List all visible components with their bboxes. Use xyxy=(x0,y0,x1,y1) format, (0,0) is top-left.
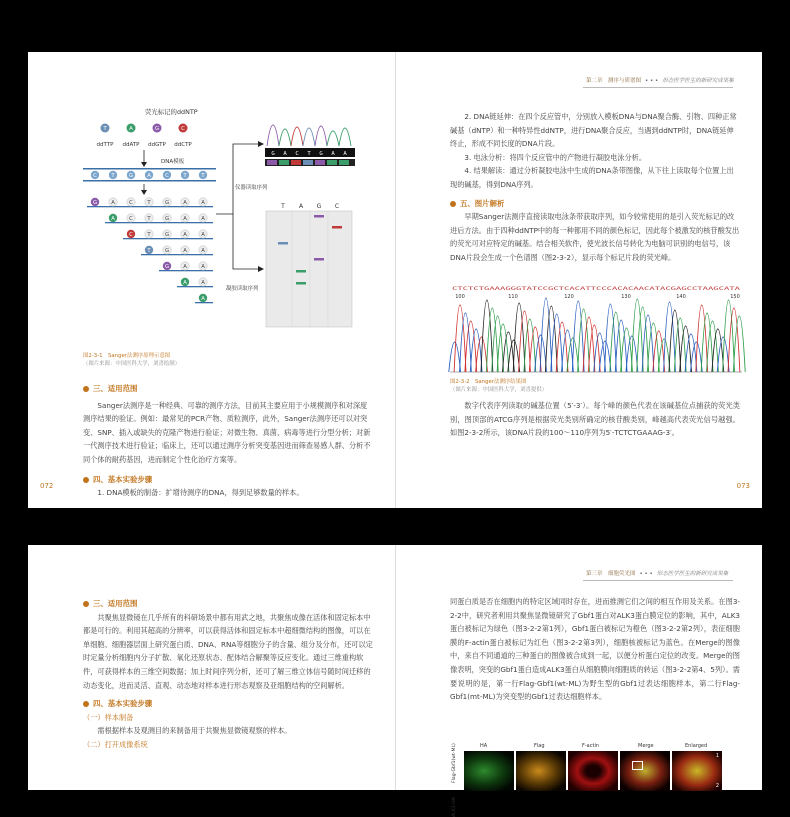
ddntp-name-4: ddCTP xyxy=(174,142,192,148)
svg-text:A: A xyxy=(201,200,205,206)
fragment-2 xyxy=(105,214,213,224)
step2-text: 2. DNA链延伸：在四个反应管中，分别放入模板DNA与DNA聚合酶、引物、四种正常碱基（dNTP）和一种特异性ddNTP，进行DNA聚合反应，当遇到ddNTP时，DNA链延伸终止，形成不同长度的DNA片段。 xyxy=(450,112,737,149)
book-spread-confocal xyxy=(28,545,762,817)
final-text: 数字代表序列读取的碱基位置（5′-3′）。每个峰的颜色代表在该碱基位点捕获的荧光类别，图顶部的ATCG序列是根据荧光类别所确定的核苷酸类别，峰越高代表荧光信号越强。如图2-3-2所示，该DNA片段的100～110序列为5′-TCTCTGAAAG-3′。 xyxy=(450,401,740,438)
fragment-6 xyxy=(177,278,213,288)
template-strand xyxy=(91,171,207,179)
svg-text:T: T xyxy=(111,173,115,179)
ddntp-circles xyxy=(97,124,193,149)
svg-text:T: T xyxy=(201,173,205,179)
confocal-text: 同蛋白质是否在细胞内的特定区域同时存在，进而推测它们之间的相互作用及关系。在图3-2-2中，研究者利用共聚焦显微镜研究了Gbf1蛋白对ALK3蛋白膜定位的影响，其中，ALK3蛋白被标记为绿色（图3-2-2第1列），Gbf1蛋白被标记为橙色（图3-2-2第2列），表征细胞膜的F-actin蛋白被标记为红色（图3-2-2第3列），细胞核被标记为蓝色。在Merge的图像中，来自不同通道的三种蛋白的图像被合成到一起，以便分析蛋白定位的改变。Merge的图像表明，突变的Gbf1蛋白造成ALK3蛋白从细胞膜向细胞质的转运（图3-2-2第4、5列）。需要说明的是，第一行Flag-Gbf1(wt-ML)为野生型的Gbf1过表达细胞样本，第二行Flag-Gbf1(mt-ML)为突变型的Gbf1过表达细胞样本。 xyxy=(450,597,740,702)
svg-text:A: A xyxy=(298,203,304,210)
ddntp-name-2: ddATP xyxy=(122,142,140,148)
running-header: 第二章 测序与质谱图 • • • 形态医学医生的新研究成果集 xyxy=(586,78,734,84)
svg-text:A: A xyxy=(183,232,187,238)
fragment-ladder xyxy=(87,198,213,303)
fig-top-label: 荧光标记的ddNTP xyxy=(145,108,198,116)
sample-prep-text: 需根据样本及观测目的来制备用于共聚焦显微镜观察的样本。 xyxy=(97,726,292,736)
svg-text:A: A xyxy=(283,151,287,157)
subsection-sample-prep: （一）样本制备 xyxy=(83,712,134,722)
book-spread-sanger xyxy=(28,52,762,508)
svg-text:A: A xyxy=(201,296,205,302)
svg-text:G: G xyxy=(128,173,134,179)
svg-text:A: A xyxy=(111,200,115,206)
svg-text:G: G xyxy=(164,200,170,206)
step3-text: 3. 电泳分析：将四个反应管中的产物进行凝胶电泳分析。 xyxy=(464,152,647,162)
section3-heading: 三、适用范围 xyxy=(83,597,373,611)
svg-text:T: T xyxy=(147,248,151,254)
axis-150: 150 xyxy=(730,294,740,300)
step1-text: 1. DNA模板的制备：扩增待测序的DNA，得到足够数量的样本。 xyxy=(97,488,304,498)
svg-text:A: A xyxy=(183,248,187,254)
svg-text:T: T xyxy=(281,203,285,210)
panel-flag xyxy=(516,751,566,791)
nuc-c: C xyxy=(181,126,185,132)
fig1-caption: 图2-3-1 Sanger法测序原理示意图 xyxy=(83,353,171,359)
row-label-flag: Flag-Gbf1(wt-ML) xyxy=(452,743,457,783)
mini-chromatogram xyxy=(265,125,355,166)
row-label-alk3: ALK3-HA xyxy=(452,797,457,817)
svg-text:G: G xyxy=(164,264,170,270)
fragment-5 xyxy=(159,262,213,272)
fig1-source: （图片来源：中国医科大学，刘喜绘制） xyxy=(83,361,181,367)
fragment-1 xyxy=(87,198,213,208)
svg-text:G: G xyxy=(316,203,322,210)
gel-label: 凝胶读取序列 xyxy=(226,286,259,292)
panel-enlarged xyxy=(672,751,722,791)
running-header: 第三章 细胞荧光图 • • • 形态医学医生的新研究成果集 xyxy=(586,571,729,577)
svg-text:C: C xyxy=(93,173,97,179)
svg-text:T: T xyxy=(307,151,311,157)
axis-110: 110 xyxy=(508,294,518,300)
svg-text:C: C xyxy=(129,200,133,206)
svg-text:T: T xyxy=(183,173,187,179)
svg-text:A: A xyxy=(183,200,187,206)
svg-text:G: G xyxy=(164,232,170,238)
svg-text:C: C xyxy=(295,151,299,157)
svg-text:T: T xyxy=(147,216,151,222)
step4-text: 4. 结果解读：通过分析凝胶电泳中生成的DNA条带图像，从下往上读取每个位置上出现的碱基，得到DNA序列。 xyxy=(450,166,734,189)
svg-text:C: C xyxy=(165,173,169,179)
col-merge: Merge xyxy=(638,743,654,749)
bullet-icon xyxy=(83,477,89,483)
bullet-icon xyxy=(83,386,89,392)
svg-text:A: A xyxy=(147,173,151,179)
confocal-figure xyxy=(450,735,742,817)
col-flag: Flag xyxy=(534,743,545,749)
ddntp-name-3: ddGTP xyxy=(148,142,166,148)
svg-text:A: A xyxy=(331,151,335,157)
header-rule xyxy=(583,87,733,88)
trace-peaks xyxy=(449,298,745,372)
ddntp-name-1: ddTTP xyxy=(96,142,114,148)
svg-text:A: A xyxy=(201,248,205,254)
axis-130: 130 xyxy=(621,294,631,300)
section3-heading: 三、适用范围 xyxy=(83,382,373,396)
svg-text:G: G xyxy=(92,200,98,206)
svg-text:A: A xyxy=(111,216,115,222)
section4-heading: 四、基本实验步骤 xyxy=(83,473,373,487)
svg-text:C: C xyxy=(334,203,340,210)
axis-140: 140 xyxy=(676,294,686,300)
sanger-principle-figure xyxy=(83,104,368,354)
section5-heading: 五、图片解析 xyxy=(450,197,740,211)
gel-image xyxy=(266,203,352,327)
svg-text:A: A xyxy=(343,151,347,157)
header-rule xyxy=(583,580,733,581)
col-enlarged: Enlarged xyxy=(685,743,708,749)
section3-text: Sanger法测序是一种经典、可靠的测序方法，目前其主要应用于小规模测序和对深度测序结果的验证。例如：最常见的PCR产物、质粒测序，此外，Sanger法测序还可以对突变、SNP、插入或缺失的克隆产物进行验证；对微生物、真菌、病毒等进行分型分析；对新一代测序技术进行验证；临床上，还可以通过测序分析突变基因进而筛查易感人群、分析不同个体的耐药基因，进而制定个性化治疗方案等。 xyxy=(83,400,371,464)
axis-120: 120 xyxy=(564,294,574,300)
svg-text:C: C xyxy=(129,232,133,238)
fragment-4 xyxy=(141,246,213,256)
svg-text:A: A xyxy=(183,264,187,270)
nuc-a: A xyxy=(129,126,133,132)
section3-text: 共聚焦显微镜在几乎所有的科研场景中都有用武之地，共聚焦成像在活体和固定标本中都是可行的。利用其超高的分辨率，可以获得活体和固定标本中超细微结构的图像，可以在单细胞、细胞器层面上研究蛋白质、DNA、RNA等细胞分子的含量、组分及分布，还可以定时定量分析细胞内分子扩散、氧化还原状态、配体结合解聚等反应变化。通过三维重构软件，可获得样本的三维空间数据；加上时间序列分析，还可了解三维立体信号随时间迁移的动态变化，进而灵活、直观、动态地对样本进行形态观察及亚细胞结构的空间解析。 xyxy=(83,612,373,690)
fig2-caption: 图2-3-2 Sanger法测序结果图 xyxy=(450,379,527,385)
svg-text:T: T xyxy=(147,200,151,206)
page-number-left: 072 xyxy=(40,482,54,490)
svg-text:A: A xyxy=(201,264,205,270)
zoom-box xyxy=(632,761,643,770)
col-ha: HA xyxy=(480,743,488,749)
nuc-t: T xyxy=(103,126,107,132)
svg-text:A: A xyxy=(201,216,205,222)
fragment-7 xyxy=(195,294,213,304)
svg-text:C: C xyxy=(129,216,133,222)
svg-text:A: A xyxy=(183,216,187,222)
page-number-right: 073 xyxy=(736,482,750,490)
section4-heading: 四、基本实验步骤 xyxy=(83,697,373,711)
instr-label: 仪器读取序列 xyxy=(235,185,268,191)
axis-100: 100 xyxy=(455,294,465,300)
sequencing-trace xyxy=(450,284,742,376)
panel-factin xyxy=(568,751,618,791)
svg-text:G: G xyxy=(164,248,170,254)
template-label: DNA模板 xyxy=(161,159,185,165)
bullet-icon xyxy=(450,201,456,207)
panel-number-1: 1 xyxy=(715,753,719,759)
svg-text:A: A xyxy=(201,280,205,286)
panel-number-2: 2 xyxy=(715,783,719,789)
bullet-icon xyxy=(83,701,89,707)
fig2-source: （图片来源：中国医科大学，刘喜提供） xyxy=(450,387,548,393)
page-fold xyxy=(395,545,396,790)
svg-text:G: G xyxy=(164,216,170,222)
fragment-3 xyxy=(123,230,213,240)
svg-text:A: A xyxy=(183,280,187,286)
panel-merge xyxy=(620,751,670,791)
nuc-g: G xyxy=(154,126,160,132)
trace-sequence: CTCTCTGAAAGGGTATCCGCTCACATTCCCACACAACATACGAGCCTAAGCATA xyxy=(452,287,602,292)
svg-text:G: G xyxy=(271,151,275,157)
panel-ha xyxy=(464,751,514,791)
subsection-imaging-system: （二）打开成像系统 xyxy=(83,739,148,749)
svg-text:G: G xyxy=(319,151,323,157)
svg-text:A: A xyxy=(201,232,205,238)
analysis-text: 早期Sanger法测序直接读取电泳条带获取序列，如今较常使用的是引入荧光标记的改进后方法。由于四种ddNTP中的每一种都用不同的颜色标记，因此每个被激发的核苷酸发出的荧光可对应特定的碱基。结合相关软件，使光波长信号转化为电脑可识别的电信号，该DNA片段会生成一个色谱图（图2-3-2），显示每个标记片段的荧光峰。 xyxy=(450,212,740,262)
page-fold xyxy=(395,52,396,508)
bullet-icon xyxy=(83,601,89,607)
svg-text:T: T xyxy=(147,232,151,238)
col-factin: F-actin xyxy=(582,743,600,749)
